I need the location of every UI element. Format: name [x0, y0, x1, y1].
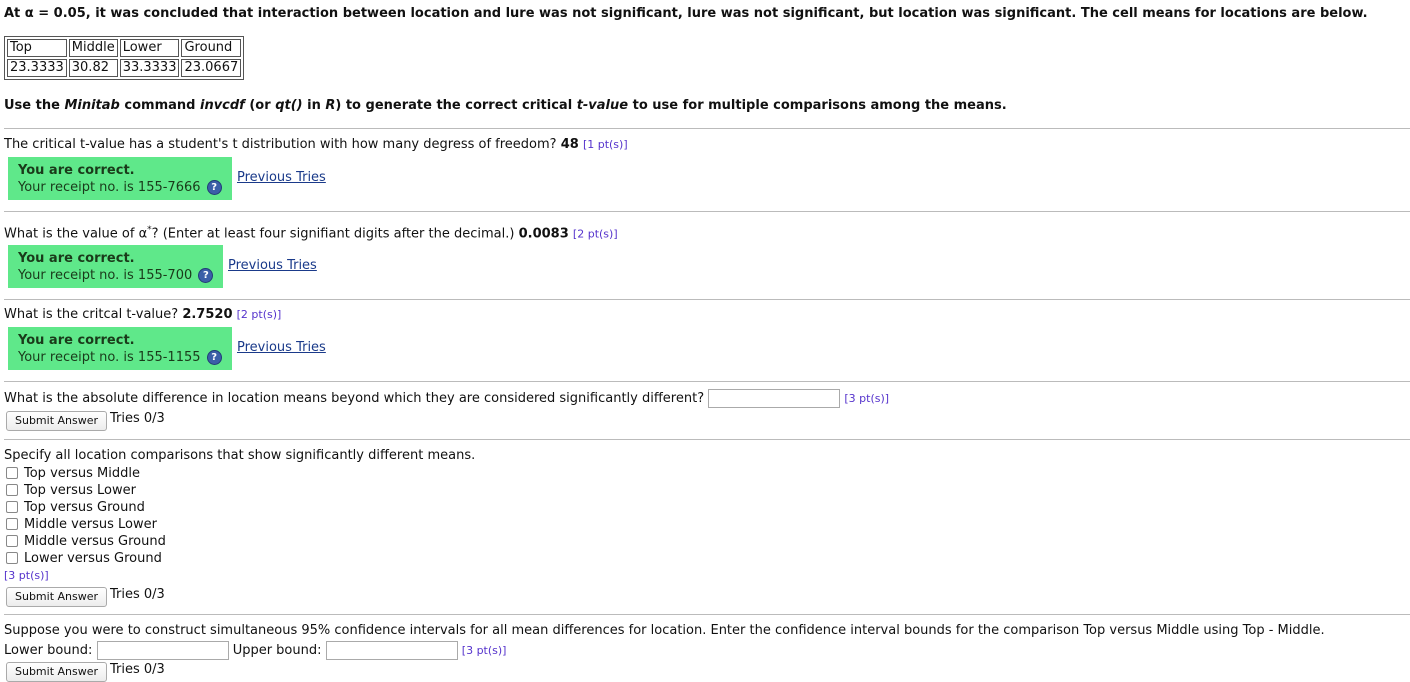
option-label: Top versus Ground	[24, 500, 145, 515]
q4-points: [3 pt(s)]	[844, 392, 890, 405]
q2-receipt-line	[18, 267, 213, 284]
checkbox[interactable]	[6, 467, 18, 479]
header-middle: Middle	[69, 39, 118, 57]
q5-submit-button[interactable]: Submit Answer	[6, 587, 107, 607]
q2-correct-box	[8, 245, 223, 288]
q1-correct-box	[8, 157, 232, 200]
q6-points: [3 pt(s)]	[461, 644, 507, 657]
instr-part: command	[119, 98, 200, 113]
instruction-text	[4, 98, 1007, 113]
q2-receipt: Your receipt no. is 155-700	[18, 268, 193, 283]
q3-correct-box	[8, 327, 232, 370]
checkbox[interactable]	[6, 518, 18, 530]
q3-receipt: Your receipt no. is 155-1155	[18, 350, 201, 365]
q3-answer: 2.7520	[182, 307, 233, 322]
q1-receipt-line	[18, 179, 222, 196]
q3-receipt-line	[18, 349, 222, 366]
help-icon[interactable]: ?	[198, 268, 213, 283]
q3-status: You are correct.	[18, 333, 135, 348]
upper-bound-label: Upper bound:	[232, 643, 322, 658]
q3-text: What is the critcal t-value?	[4, 307, 179, 322]
q4-tries: Tries 0/3	[110, 411, 165, 426]
q1-answer: 48	[560, 137, 579, 152]
lower-bound-input[interactable]	[97, 641, 229, 660]
instr-part: Use the	[4, 98, 65, 113]
question-4	[4, 389, 889, 408]
option-middle-vs-lower[interactable]	[4, 516, 157, 533]
mean-lower: 33.3333	[120, 59, 180, 77]
option-middle-vs-ground[interactable]	[4, 533, 166, 550]
cell-means-table	[4, 36, 244, 80]
option-lower-vs-ground[interactable]	[4, 550, 162, 567]
header-ground: Ground	[181, 39, 241, 57]
divider	[4, 614, 1410, 615]
option-label: Lower versus Ground	[24, 551, 162, 566]
q1-text: The critical t-value has a student's t distribution with how many degress of freedom?	[4, 137, 557, 152]
q2-answer: 0.0083	[518, 226, 569, 242]
table-header-row	[7, 39, 241, 57]
instr-minitab: Minitab	[64, 98, 120, 113]
q2-text-pre: What is the value of α	[4, 226, 148, 242]
option-top-vs-lower[interactable]	[4, 482, 136, 499]
divider	[4, 381, 1410, 382]
q2-text-post: ? (Enter at least four signifiant digits after the decimal.)	[151, 226, 515, 242]
q1-previous-tries-link[interactable]: Previous Tries	[237, 170, 326, 185]
q5-tries: Tries 0/3	[110, 587, 165, 602]
checkbox[interactable]	[6, 484, 18, 496]
option-top-vs-ground[interactable]	[4, 499, 145, 516]
question-2	[4, 225, 618, 241]
lower-bound-label: Lower bound:	[4, 643, 93, 658]
q1-receipt: Your receipt no. is 155-7666	[18, 180, 201, 195]
q4-answer-input[interactable]	[708, 389, 840, 408]
mean-ground: 23.0667	[181, 59, 241, 77]
divider	[4, 299, 1410, 300]
q2-status: You are correct.	[18, 251, 135, 266]
mean-top: 23.3333	[7, 59, 67, 77]
q4-text: What is the absolute difference in location means beyond which they are considered significantly different?	[4, 391, 705, 406]
table-row	[7, 59, 241, 77]
instr-invcdf: invcdf	[199, 98, 245, 113]
option-label: Middle versus Lower	[24, 517, 157, 532]
divider	[4, 211, 1410, 212]
header-top: Top	[7, 39, 67, 57]
checkbox[interactable]	[6, 535, 18, 547]
option-label: Top versus Lower	[24, 483, 136, 498]
option-top-vs-middle[interactable]	[4, 465, 140, 482]
header-lower: Lower	[120, 39, 180, 57]
instr-part: to use for multiple comparisons among the means.	[628, 98, 1007, 113]
q2-points: [2 pt(s)]	[572, 227, 618, 241]
q6-tries: Tries 0/3	[110, 662, 165, 677]
checkbox[interactable]	[6, 501, 18, 513]
divider	[4, 128, 1410, 129]
instr-part: ) to generate the correct critical	[335, 98, 577, 113]
question-1	[4, 137, 628, 152]
q1-status: You are correct.	[18, 163, 135, 178]
intro-text: At α = 0.05, it was concluded that interaction between location and lure was not significant, lure was not significant, but location was significant. The cell means for locations are below.	[4, 6, 1368, 21]
upper-bound-input[interactable]	[326, 641, 458, 660]
instr-qt: qt()	[275, 98, 303, 113]
instr-part: (or	[244, 98, 276, 113]
q6-submit-button[interactable]: Submit Answer	[6, 662, 107, 682]
question-6-text: Suppose you were to construct simultaneous 95% confidence intervals for all mean differences for location. Enter the confidence interval bounds for the comparison Top versus Middle using Top - Middle.	[4, 623, 1325, 638]
option-label: Middle versus Ground	[24, 534, 166, 549]
q3-previous-tries-link[interactable]: Previous Tries	[237, 340, 326, 355]
instr-part: in	[302, 98, 326, 113]
q1-points: [1 pt(s)]	[582, 138, 628, 151]
q2-sup: *	[147, 225, 152, 235]
question-3	[4, 307, 281, 322]
mean-middle: 30.82	[69, 59, 118, 77]
question-5-text: Specify all location comparisons that show significantly different means.	[4, 448, 476, 463]
divider	[4, 439, 1410, 440]
q5-points: [3 pt(s)]	[4, 569, 49, 582]
help-icon[interactable]: ?	[207, 350, 222, 365]
checkbox[interactable]	[6, 552, 18, 564]
q3-points: [2 pt(s)]	[236, 308, 282, 321]
help-icon[interactable]: ?	[207, 180, 222, 195]
option-label: Top versus Middle	[24, 466, 140, 481]
instr-tvalue: t-value	[576, 98, 629, 113]
instr-r: R	[325, 98, 336, 113]
q4-submit-button[interactable]: Submit Answer	[6, 411, 107, 431]
q6-bounds-row	[4, 641, 506, 660]
q2-previous-tries-link[interactable]: Previous Tries	[228, 258, 317, 273]
